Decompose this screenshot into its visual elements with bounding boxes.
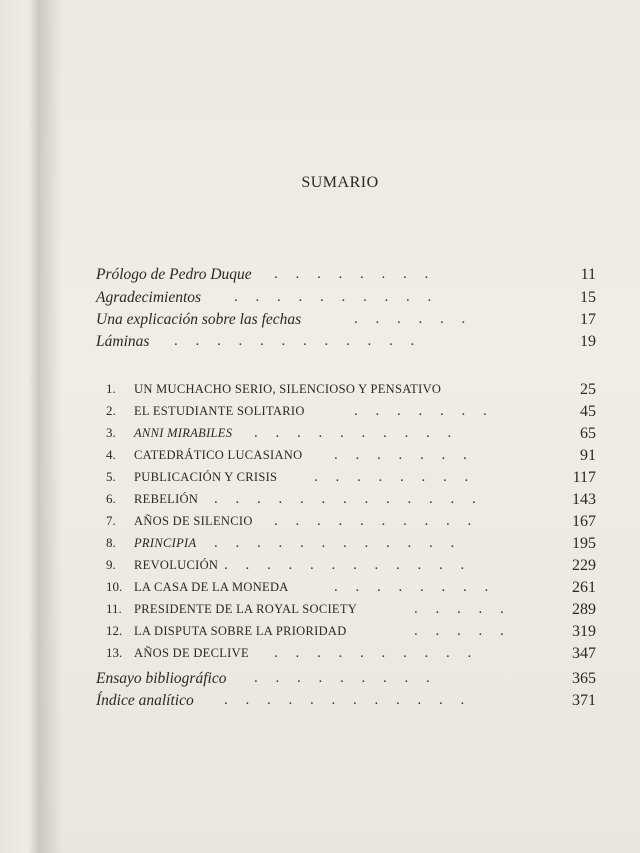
leader-dots: . . . . . . . . . .	[274, 645, 479, 661]
entry-page-number: 365	[572, 670, 596, 687]
entry-label: Láminas	[96, 333, 150, 350]
leader-dots: . . . . . . . . . .	[274, 513, 479, 529]
chapter-number: 8.	[106, 535, 116, 550]
toc-entry-front	[96, 333, 626, 355]
chapter-page-number: 167	[572, 513, 596, 530]
chapter-title: AÑOS DE SILENCIO	[134, 514, 253, 528]
chapter-number: 2.	[106, 403, 116, 418]
leader-dots: . . . . . . .	[334, 447, 474, 463]
chapter-title: PUBLICACIÓN Y CRISIS	[134, 470, 278, 484]
entry-label: Ensayo bibliográfico	[96, 670, 227, 687]
chapter-number: 11.	[106, 601, 122, 616]
chapter-title: REBELIÓN	[134, 492, 199, 506]
chapter-title: EL ESTUDIANTE SOLITARIO	[134, 404, 305, 418]
toc-chapter	[96, 601, 626, 623]
leader-dots: . . . . . . . . . . . .	[214, 535, 462, 551]
leader-dots: . . . . .	[414, 623, 511, 639]
chapter-number: 1.	[106, 381, 116, 396]
leader-dots: . . . . . . .	[354, 403, 494, 419]
toc-chapter	[96, 381, 626, 403]
chapter-number: 12.	[106, 623, 123, 638]
toc-chapter	[96, 645, 626, 667]
entry-label: Índice analítico	[96, 692, 194, 709]
book-page	[40, 0, 640, 853]
chapter-title: UN MUCHACHO SERIO, SILENCIOSO Y PENSATIVO	[134, 382, 442, 396]
entry-label: Agradecimientos	[96, 289, 202, 306]
leader-dots: . . . . . . . .	[274, 266, 436, 282]
leader-dots: . . . . . . . .	[334, 579, 496, 595]
toc-entry-front	[96, 311, 626, 333]
toc-chapter	[96, 535, 626, 557]
chapter-title: REVOLUCIÓN	[134, 558, 219, 572]
entry-label: Una explicación sobre las fechas	[96, 311, 302, 328]
leader-dots: . . . . . . . . . . . .	[224, 692, 472, 708]
leader-dots: . . . . .	[414, 601, 511, 617]
toc-chapter	[96, 579, 626, 601]
chapter-number: 5.	[106, 469, 116, 484]
chapter-number: 7.	[106, 513, 116, 528]
chapter-number: 4.	[106, 447, 116, 462]
chapter-title: AÑOS DE DECLIVE	[134, 646, 249, 660]
chapter-title: LA CASA DE LA MONEDA	[134, 580, 289, 594]
toc-chapter	[96, 491, 626, 513]
leader-dots: . . . . . . . . . .	[254, 425, 459, 441]
entry-page-number: 17	[580, 311, 596, 328]
page-title: SUMARIO	[301, 174, 379, 191]
toc-chapter	[96, 425, 626, 447]
chapter-page-number: 229	[572, 557, 596, 574]
entry-page-number: 15	[580, 289, 596, 306]
chapter-title: PRINCIPIA	[134, 536, 197, 550]
chapter-page-number: 117	[572, 469, 596, 486]
chapter-page-number: 289	[572, 601, 596, 618]
toc-entry-back	[96, 692, 626, 714]
chapter-page-number: 25	[580, 381, 596, 398]
toc-entry-front	[96, 289, 626, 311]
chapter-page-number: 45	[580, 403, 596, 420]
chapter-number: 13.	[106, 645, 123, 660]
entry-label: Prólogo de Pedro Duque	[96, 266, 252, 283]
toc-chapter	[96, 403, 626, 425]
toc-chapter	[96, 513, 626, 535]
entry-page-number: 11	[580, 266, 596, 283]
chapter-title: ANNI MIRABILES	[134, 426, 233, 440]
toc-chapter	[96, 469, 626, 491]
chapter-title: CATEDRÁTICO LUCASIANO	[134, 448, 303, 462]
entry-page-number: 371	[572, 692, 596, 709]
chapter-page-number: 347	[572, 645, 596, 662]
chapter-title: LA DISPUTA SOBRE LA PRIORIDAD	[134, 624, 347, 638]
chapter-page-number: 91	[580, 447, 596, 464]
leader-dots: . . . . . . . . .	[254, 670, 437, 686]
toc-chapter	[96, 557, 626, 579]
chapter-number: 9.	[106, 557, 116, 572]
toc-chapter	[96, 447, 626, 469]
toc-entry-back	[96, 670, 626, 692]
chapter-number: 6.	[106, 491, 116, 506]
leader-dots: . . . . . . . . . . . .	[174, 333, 422, 349]
chapter-number: 10.	[106, 579, 123, 594]
entry-page-number: 19	[580, 333, 596, 350]
chapter-number: 3.	[106, 425, 116, 440]
chapter-page-number: 319	[572, 623, 596, 640]
leader-dots: . . . . . . . . . . . .	[224, 557, 472, 573]
facing-page-edge	[0, 0, 40, 853]
toc-chapter	[96, 623, 626, 645]
toc-entry-front	[96, 266, 626, 288]
chapter-page-number: 261	[572, 579, 596, 596]
leader-dots: . . . . . . . . . . . . .	[214, 491, 483, 507]
chapter-page-number: 65	[580, 425, 596, 442]
leader-dots: . . . . . . . . . .	[234, 289, 439, 305]
leader-dots: . . . . . . . .	[314, 469, 476, 485]
chapter-title: PRESIDENTE DE LA ROYAL SOCIETY	[134, 602, 358, 616]
chapter-page-number: 143	[572, 491, 596, 508]
leader-dots: . . . . . .	[354, 311, 473, 327]
chapter-page-number: 195	[572, 535, 596, 552]
